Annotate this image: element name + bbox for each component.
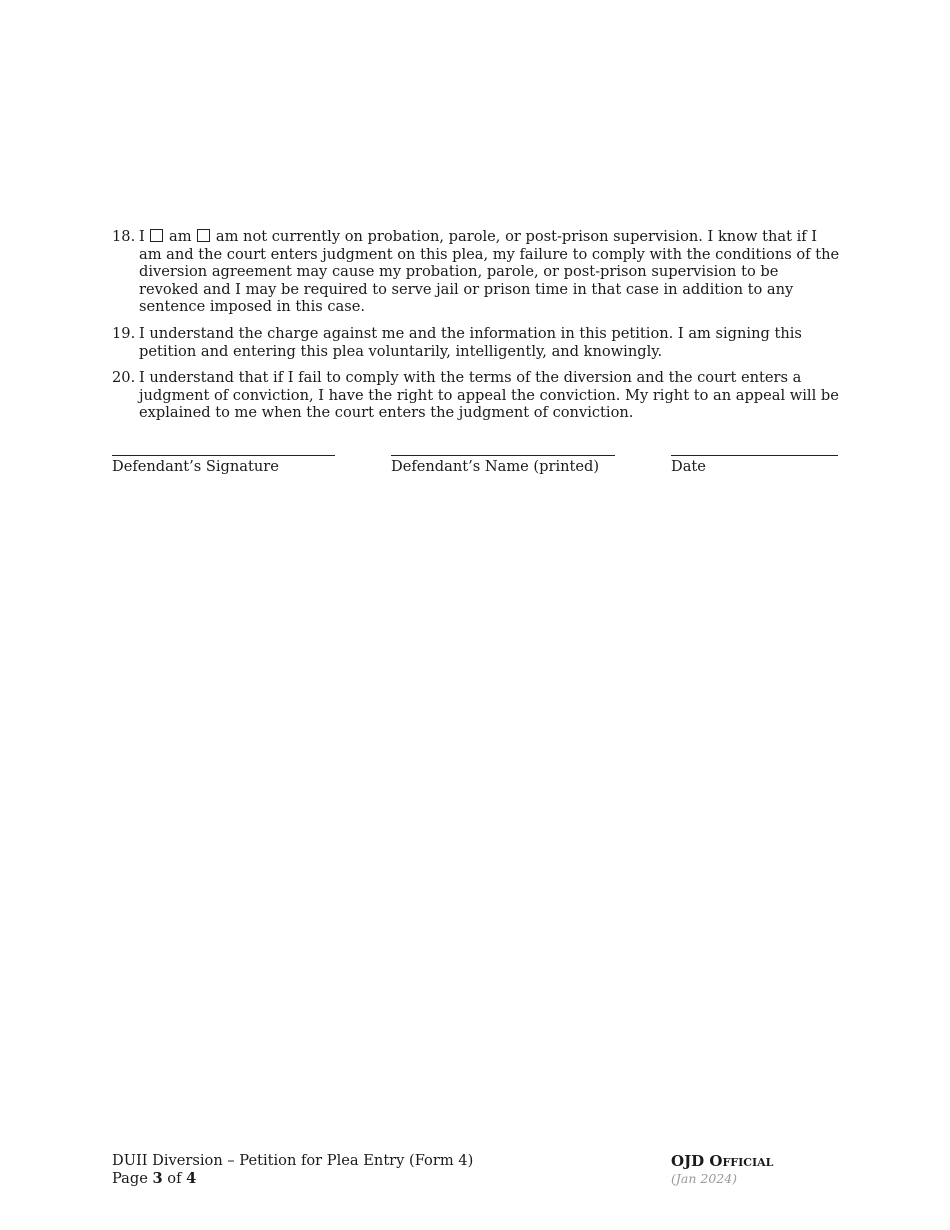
page-current: 3 [152, 1170, 163, 1187]
am-not-checkbox-label: am not currently on probation, parole, or post-prison supervision. I know that if I am and the court enters judgment on this plea, my failure to comply with the conditions of the diversion agreement may cause my probation, parole, or post-prison supervision to be revoked and I may be required to serve jail or prison time in that case in addition to any sentence imposed in this case. [139, 228, 840, 316]
item-text: I understand the charge against me and the information in this petition. I am signing this petition and entering this plea voluntarily, intelligently, and knowingly. [139, 324, 802, 360]
date-label: Date [671, 458, 706, 475]
page-prefix: Page [112, 1170, 148, 1187]
item-number: 19. [112, 324, 136, 342]
footer-left [112, 1152, 473, 1188]
badge-bold: OJD [671, 1152, 705, 1170]
item-number: 20. [112, 369, 136, 387]
signature-label: Defendant’s Signature [112, 458, 279, 475]
statement-19 [112, 325, 842, 360]
item-lead: I [139, 228, 145, 245]
date-field[interactable] [671, 455, 838, 475]
badge-smallcaps: Official [709, 1152, 774, 1170]
page-indicator [112, 1170, 473, 1188]
signature-line[interactable] [112, 455, 335, 456]
signature-field[interactable] [112, 455, 335, 475]
statement-18 [112, 228, 842, 316]
ojd-official-badge [671, 1152, 773, 1170]
numbered-statements [112, 228, 842, 431]
statement-20 [112, 369, 842, 422]
date-line[interactable] [671, 455, 838, 456]
item-number: 18. [112, 228, 136, 245]
page-total: 4 [186, 1170, 197, 1187]
form-title: DUII Diversion – Petition for Plea Entry (Form 4) [112, 1152, 474, 1169]
item-text [139, 228, 842, 316]
printed-name-field[interactable] [391, 455, 615, 475]
revision-date: (Jan 2024) [671, 1171, 738, 1186]
am-not-checkbox[interactable] [197, 229, 210, 242]
footer-right [671, 1152, 773, 1188]
am-checkbox[interactable] [150, 229, 163, 242]
printed-name-line[interactable] [391, 455, 615, 456]
am-checkbox-label: am [169, 228, 192, 245]
page-of: of [167, 1170, 182, 1187]
item-text: I understand that if I fail to comply with the terms of the diversion and the court enters a judgment of conviction, I have the right to appeal the conviction. My right to an appeal will be explained to me when the court enters the judgment of conviction. [139, 369, 839, 422]
printed-name-label: Defendant’s Name (printed) [391, 458, 600, 475]
